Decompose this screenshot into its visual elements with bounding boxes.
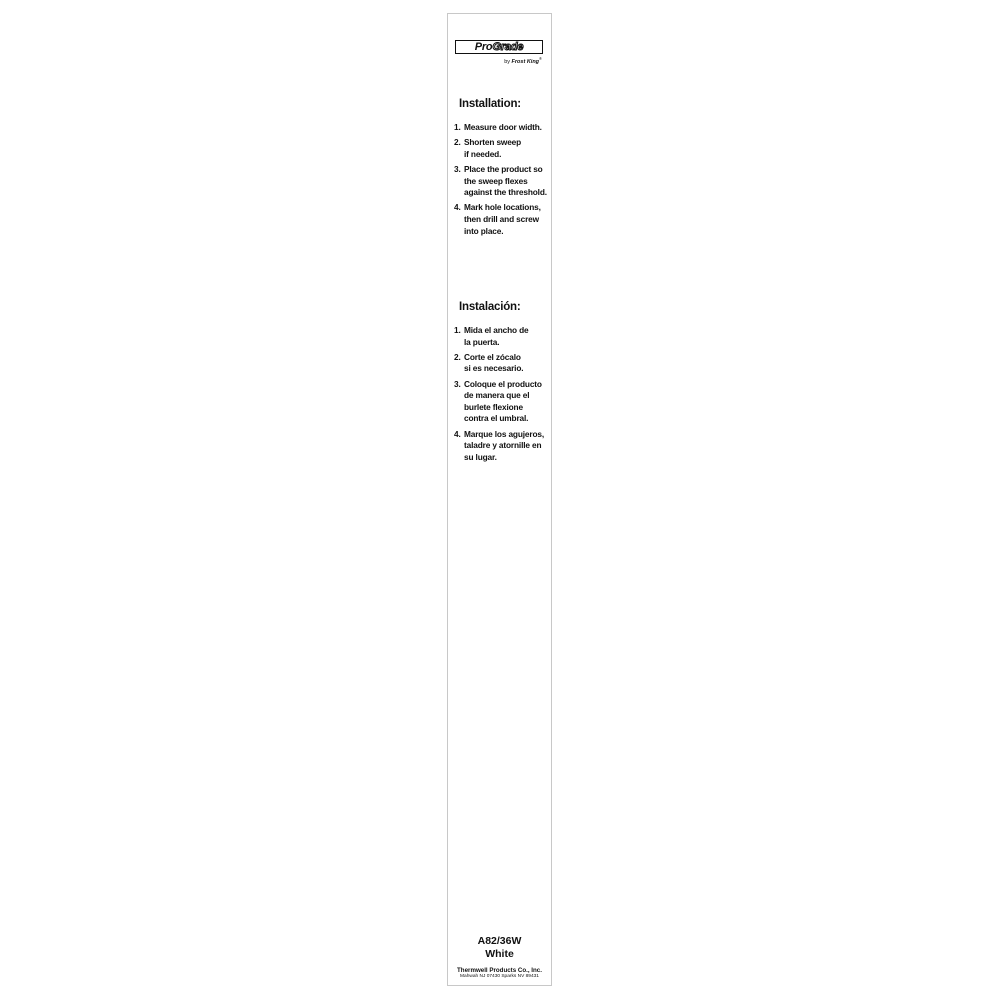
step-text: Measure door width.: [464, 122, 542, 132]
steps-list-es: [454, 325, 554, 463]
prograde-logo: [455, 40, 545, 66]
step-text: Place the product so the sweep flexes against the threshold.: [464, 163, 547, 198]
product-color: White: [485, 948, 514, 960]
step-number: 3.: [454, 378, 461, 389]
step-text: Marque los agujeros, taladre y atornille en su lugar.: [464, 428, 544, 462]
company-address: Mahwah NJ 07430 Sparks NV 89431: [460, 974, 539, 979]
step-text: Mida el ancho de la puerta.: [464, 325, 529, 347]
installation-english: [454, 98, 554, 241]
step-number: 1.: [454, 122, 461, 132]
step-item: [454, 325, 554, 348]
step-item: [454, 429, 554, 464]
step-item: [454, 164, 554, 199]
logo-brand-text: Frost King: [511, 58, 540, 65]
step-number: 1.: [454, 325, 461, 335]
logo-wordmark: [455, 40, 543, 54]
step-text: Mark hole locations, then drill and screw into place.: [464, 202, 541, 236]
step-item: [454, 379, 554, 425]
step-number: 3.: [454, 163, 461, 174]
logo-by-text: by: [504, 58, 511, 65]
step-number: 4.: [454, 428, 461, 439]
logo-pro-text: Pro: [474, 40, 493, 53]
step-text: Corte el zócalo si es necesario.: [464, 351, 524, 374]
step-text: Coloque el producto de manera que el burlete flexione contra el umbral.: [464, 378, 542, 424]
step-text: Shorten sweep if needed.: [464, 137, 522, 159]
logo-grade-text: Grade: [492, 40, 524, 53]
step-number: 2.: [454, 137, 461, 148]
steps-list-en: [454, 122, 554, 237]
registered-mark: ®: [539, 56, 542, 61]
logo-byline: [504, 56, 542, 65]
step-number: 4.: [454, 202, 461, 213]
step-item: [454, 202, 554, 237]
step-item: [454, 137, 554, 160]
installation-title-es: Instalación:: [459, 301, 521, 313]
company-name: Thermwell Products Co., Inc.: [457, 967, 542, 974]
step-item: [454, 352, 554, 375]
product-sku: A82/36W: [477, 935, 522, 947]
step-item: [454, 122, 554, 134]
installation-title-en: Installation:: [459, 98, 521, 110]
instruction-card: [447, 13, 552, 986]
step-number: 2.: [454, 351, 461, 362]
installation-spanish: [454, 301, 554, 467]
